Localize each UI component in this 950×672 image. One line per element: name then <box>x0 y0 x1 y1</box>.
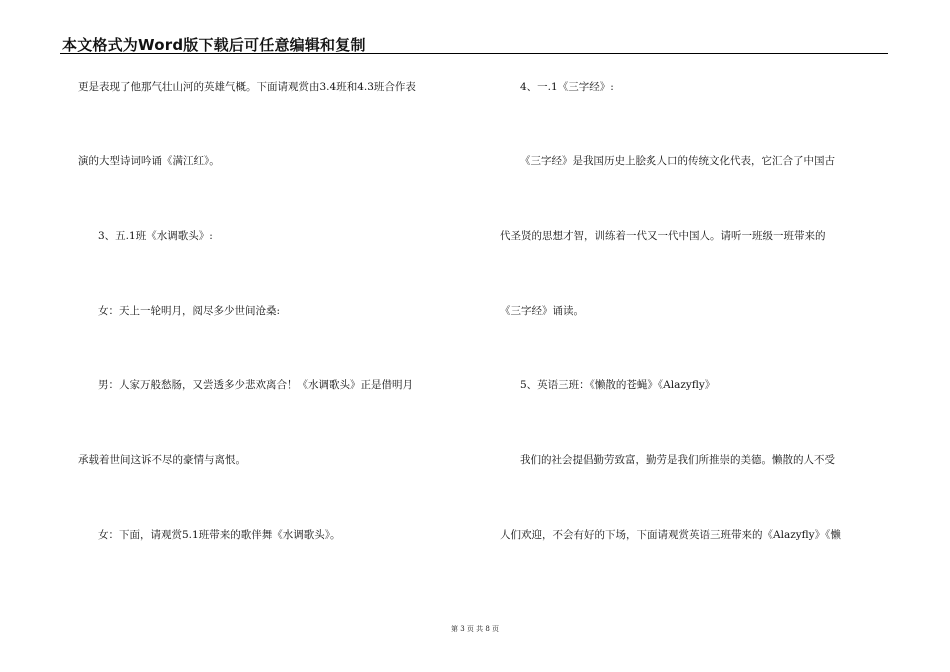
page-number-footer: 第 3 页 共 8 页 <box>450 625 500 633</box>
left-paragraph-line: 演的大型诗词吟诵《满江红》。 <box>78 155 220 167</box>
left-paragraph-line: 女：天上一轮明月，阅尽多少世间沧桑: <box>98 305 281 317</box>
left-paragraph-line: 承载着世间这诉不尽的豪情与离恨。 <box>78 454 246 466</box>
document-header-title: 本文格式为Word版下载后可任意编辑和复制 <box>62 36 366 54</box>
left-paragraph-line: 女：下面，请观赏5.1班带来的歌伴舞《水调歌头》。 <box>98 529 341 541</box>
left-paragraph-line: 更是表现了他那气壮山河的英雄气概。下面请观赏由3.4班和4.3班合作表 <box>78 81 416 93</box>
left-paragraph-line: 男：人家万般愁肠，又尝透多少悲欢离合！《水调歌头》正是借明月 <box>98 379 413 391</box>
right-paragraph-line: 《三字经》是我国历史上脍炙人口的传统文化代表，它汇合了中国古 <box>520 155 835 167</box>
right-paragraph-line: 《三字经》诵读。 <box>500 305 584 317</box>
right-section-heading: 5、英语三班：《懒散的苍蝇》《Alazyfly》 <box>520 379 716 391</box>
right-section-heading: 4、一.1《三字经》: <box>520 81 614 93</box>
right-paragraph-line: 代圣贤的思想才智，训练着一代又一代中国人。请听一班级一班带来的 <box>500 230 826 242</box>
right-paragraph-line: 人们欢迎，不会有好的下场，下面请观赏英语三班带来的《Alazyfly》《懒 <box>500 529 841 541</box>
left-section-heading: 3、五.1班《水调歌头》: <box>98 230 213 242</box>
right-paragraph-line: 我们的社会提倡勤劳致富，勤劳是我们所推崇的美德。懒散的人不受 <box>520 454 835 466</box>
header-divider <box>60 53 888 54</box>
